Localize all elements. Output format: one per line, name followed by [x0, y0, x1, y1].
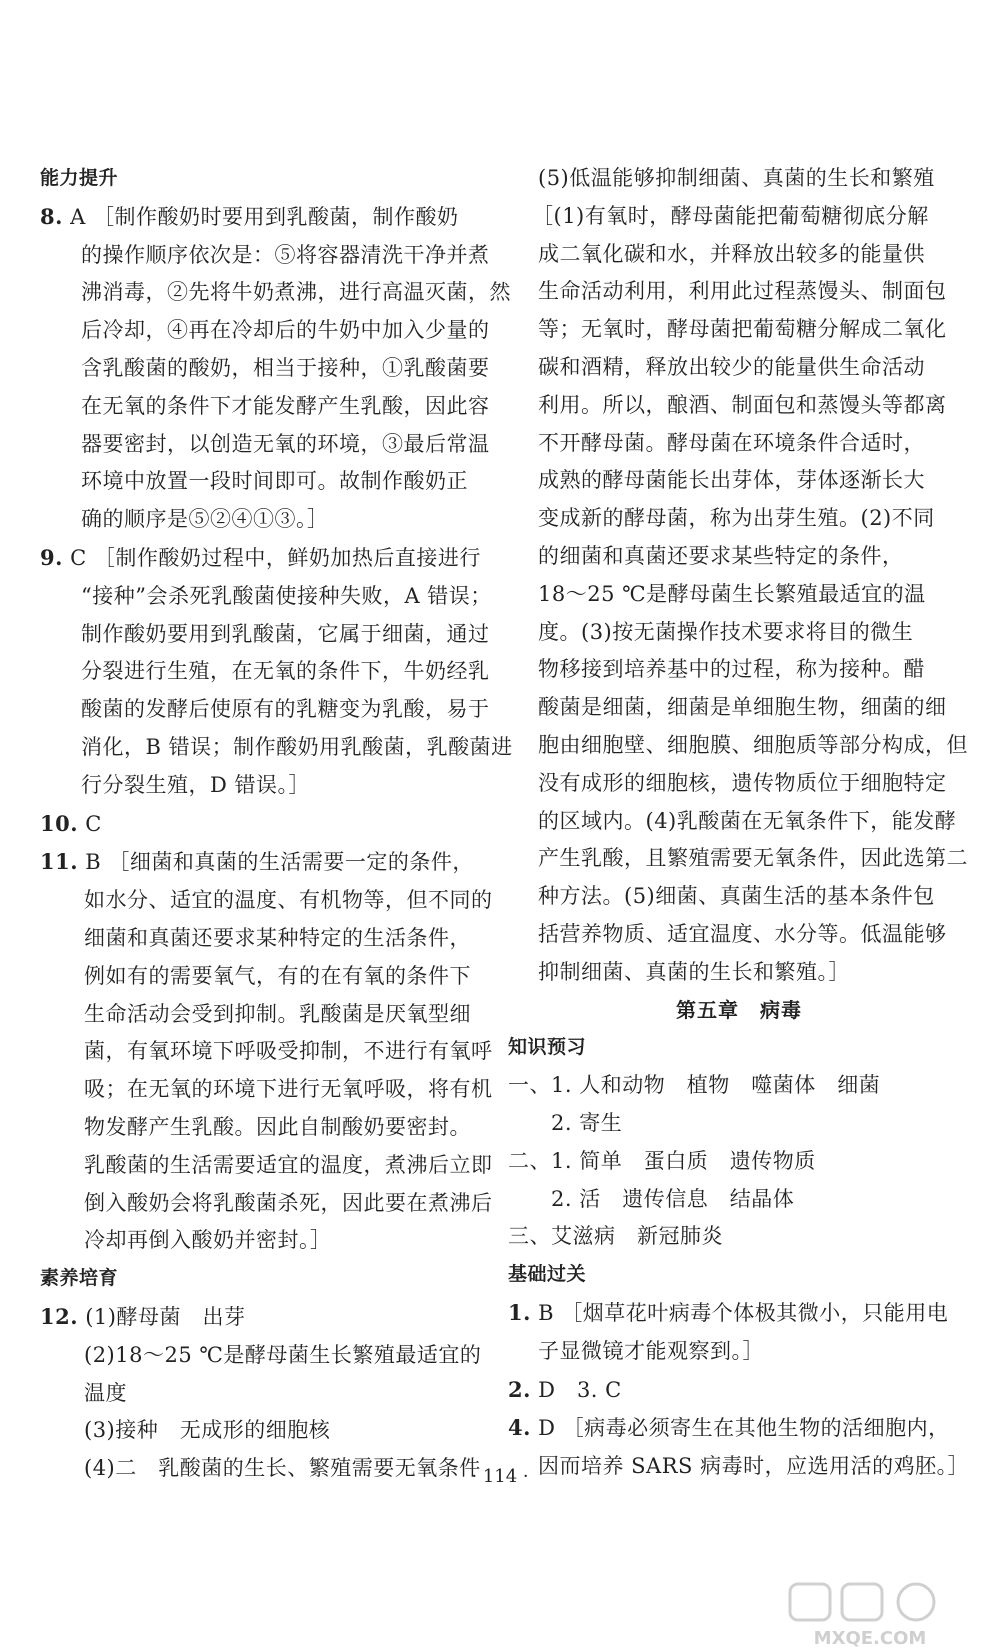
text-line: 变成新的酵母菌，称为出芽生殖。(2)不同: [538, 506, 935, 531]
text-line: (3)接种 无成形的细胞核: [84, 1418, 331, 1443]
text-line: ［(1)有氧时，酵母菌能把葡萄糖彻底分解: [532, 203, 929, 228]
text-line: 沸消毒，②先将牛奶煮沸，进行高温灭菌，然: [81, 280, 511, 305]
text-line: 产生乳酸，且繁殖需要无氧条件，因此选第二: [538, 846, 968, 871]
answer-item: [508, 1294, 970, 1333]
text-line: 18～25 ℃是酵母菌生长繁殖最适宜的温: [538, 581, 926, 606]
answer-item: [40, 198, 480, 237]
text-line: 含乳酸菌的酸奶，相当于接种，①乳酸菌要: [81, 355, 490, 380]
text-line: 温度: [84, 1380, 127, 1405]
item-number: 9.: [40, 544, 63, 570]
text-line: (5)低温能够抑制细菌、真菌的生长和繁殖: [538, 166, 935, 190]
text-line: 一、1. 人和动物 植物 噬菌体 细菌: [508, 1073, 881, 1098]
text-line: 冷却再倒入酸奶并密封。］: [84, 1228, 332, 1253]
text-line: 细菌和真菌还要求某种特定的生活条件，: [84, 925, 471, 950]
text-line: 2. 活 遗传信息 结晶体: [508, 1186, 795, 1211]
text-line: 生命活动会受到抑制。乳酸菌是厌氧型细: [84, 1001, 471, 1026]
item-number: 12.: [40, 1303, 79, 1329]
item-text: B ［烟草花叶病毒个体极其微小，只能用电: [530, 1300, 949, 1325]
text-line: 利用。所以，酿酒、制面包和蒸馒头等都离: [538, 392, 947, 417]
text-line: 等；无氧时，酵母菌把葡萄糖分解成二氧化: [538, 317, 947, 342]
text-line: 环境中放置一段时间即可。故制作酸奶正: [81, 469, 468, 494]
text-line: 种方法。(5)细菌、真菌生活的基本条件包: [538, 884, 935, 909]
item-text: (1)酵母菌 出芽: [78, 1304, 246, 1329]
text-line: 确的顺序是⑤②④①③。］: [81, 507, 329, 532]
item-number: 2.: [508, 1376, 531, 1402]
item-number: 11.: [40, 849, 79, 875]
text-line: 如水分、适宜的温度、有机物等，但不同的: [84, 888, 493, 913]
section-heading: 素养培育: [40, 1267, 119, 1290]
text-line: 的细菌和真菌还要求某些特定的条件，: [538, 543, 904, 568]
section-heading: 知识预习: [508, 1036, 587, 1059]
section-heading: 能力提升: [40, 167, 119, 189]
item-text: B ［细菌和真菌的生活需要一定的条件，: [78, 850, 474, 875]
answer-item: [40, 539, 480, 578]
page-number: · 114 ·: [471, 1466, 529, 1487]
text-line: 倒入酸奶会将乳酸菌杀死，因此要在煮沸后: [84, 1190, 493, 1215]
item-text: D 3. C: [530, 1377, 622, 1402]
answer-item: [40, 843, 480, 882]
item-number: 8.: [40, 203, 63, 229]
right-column: [508, 160, 970, 1486]
text-line: 行分裂生殖，D 错误。］: [81, 772, 311, 797]
text-line: (4)二 乳酸菌的生长、繁殖需要无氧条件: [84, 1456, 481, 1481]
text-line: 三、艾滋病 新冠肺炎: [508, 1224, 723, 1249]
text-line: 碳和酒精，释放出较少的能量供生命活动: [538, 354, 925, 379]
text-line: 的操作顺序依次是：⑤将容器清洗干净并煮: [81, 242, 490, 267]
text-line: 物移接到培养基中的过程，称为接种。醋: [538, 657, 925, 682]
section-heading: 基础过关: [508, 1263, 587, 1286]
text-line: 制作酸奶要用到乳酸菌，它属于细菌，通过: [81, 621, 490, 646]
watermark-text: MXQE.COM: [813, 1628, 927, 1649]
text-line: 抑制细菌、真菌的生长和繁殖。］: [538, 959, 850, 984]
text-line: 成熟的酵母菌能长出芽体，芽体逐渐长大: [538, 468, 925, 493]
item-text: C: [78, 811, 102, 836]
watermark-logo: [770, 1580, 970, 1650]
text-line: 2. 寄生: [508, 1110, 623, 1135]
text-line: 度。(3)按无菌操作技术要求将目的微生: [538, 619, 914, 644]
text-line: 子显微镜才能观察到。］: [538, 1338, 764, 1363]
text-line: 括营养物质、适宜温度、水分等。低温能够: [538, 921, 947, 946]
chapter-title: 第五章 病毒: [676, 997, 802, 1022]
answer-item: [40, 805, 480, 844]
item-number: 4.: [508, 1415, 531, 1441]
text-line: (2)18～25 ℃是酵母菌生长繁殖最适宜的: [84, 1342, 482, 1367]
item-number: 10.: [40, 810, 79, 836]
text-line: 酸菌是细菌，细菌是单细胞生物，细菌的细: [538, 695, 947, 720]
text-line: “接种”会杀死乳酸菌使接种失败，A 错误；: [81, 583, 492, 608]
answer-item: [40, 1298, 480, 1337]
text-line: 没有成形的细胞核，遗传物质位于细胞特定: [538, 770, 947, 795]
text-line: 物发酵产生乳酸。因此自制酸奶要密封。: [84, 1114, 471, 1139]
item-text: A ［制作酸奶时要用到乳酸菌，制作酸奶: [62, 204, 459, 229]
text-line: 二、1. 简单 蛋白质 遗传物质: [508, 1148, 816, 1173]
answer-item: [508, 1409, 970, 1448]
text-line: 不开酵母菌。酵母菌在环境条件合适时，: [538, 430, 925, 455]
text-line: 胞由细胞壁、细胞膜、细胞质等部分构成，但: [538, 732, 968, 757]
text-line: 例如有的需要氧气，有的在有氧的条件下: [84, 963, 471, 988]
item-text: C ［制作酸奶过程中，鲜奶加热后直接进行: [62, 545, 481, 570]
text-line: 分裂进行生殖，在无氧的条件下，牛奶经乳: [81, 659, 490, 684]
text-line: 器要密封，以创造无氧的环境，③最后常温: [81, 431, 490, 456]
text-line: 后冷却，④再在冷却后的牛奶中加入少量的: [81, 318, 490, 343]
answer-item: [508, 1371, 970, 1410]
text-line: 吸；在无氧的环境下进行无氧呼吸，将有机: [84, 1077, 493, 1102]
text-line: 生命活动利用，利用此过程蒸馒头、制面包: [538, 279, 947, 304]
text-line: 菌，有氧环境下呼吸受抑制，不进行有氧呼: [84, 1039, 493, 1064]
text-line: 成二氧化碳和水，并释放出较多的能量供: [538, 241, 925, 266]
text-line: 消化，B 错误；制作酸奶用乳酸菌，乳酸菌进: [81, 734, 513, 759]
text-line: 的区域内。(4)乳酸菌在无氧条件下，能发酵: [538, 808, 957, 833]
text-line: 酸菌的发酵后使原有的乳糖变为乳酸，易于: [81, 697, 490, 722]
item-number: 1.: [508, 1299, 531, 1325]
text-line: 在无氧的条件下才能发酵产生乳酸，因此容: [81, 393, 490, 418]
item-text: D ［病毒必须寄生在其他生物的活细胞内，: [530, 1416, 950, 1441]
text-line: 乳酸菌的生活需要适宜的温度，煮沸后立即: [84, 1152, 493, 1177]
text-line: 因而培养 SARS 病毒时，应选用活的鸡胚。］: [538, 1454, 970, 1479]
